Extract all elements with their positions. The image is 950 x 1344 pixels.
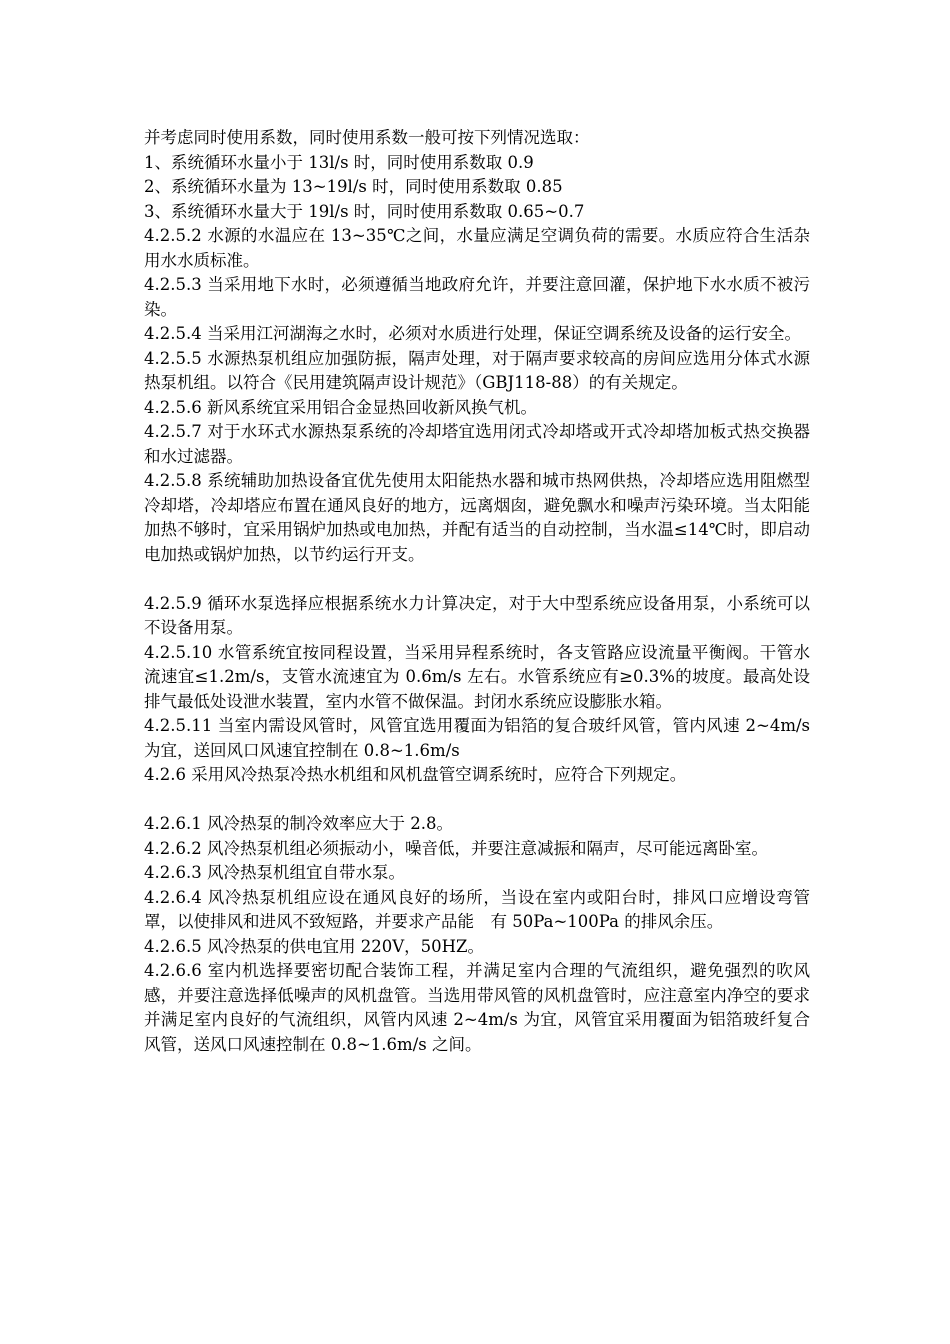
paragraph: 3、系统循环水量大于 19l/s 时，同时使用系数取 0.65~0.7 — [144, 201, 585, 221]
paragraph: 并考虑同时使用系数，同时使用系数一般可按下列情况选取： — [144, 128, 590, 147]
paragraph: 4.2.5.6 新风系统宜采用铝合金显热回收新风换气机。 — [144, 397, 537, 417]
paragraph: 4.2.6.2 风冷热泵机组必须振动小，噪音低，并要注意减振和隔声，尽可能远离卧室。 — [144, 838, 768, 858]
paragraph: 4.2.6.5 风冷热泵的供电宜用 220V，50HZ。 — [144, 936, 484, 956]
paragraph: 4.2.5.7 对于水环式水源热泵系统的冷却塔宜选用闭式冷却塔或开式冷却塔加板式热交换器和水过滤器。 — [144, 422, 810, 466]
paragraph: 2、系统循环水量为 13~19l/s 时，同时使用系数取 0.85 — [144, 177, 563, 196]
paragraph: 4.2.6.6 室内机选择要密切配合装饰工程，并满足室内合理的气流组织，避免强烈的吹风感，并要注意选择低噪声的风机盘管。当选用带风管的风机盘管时，应注意室内净空的要求并满足室内良好的气流组织，风管内风速 2~4m/s 为宜，风管宜采用覆面为铝箔玻纤复合风管，送风口风速控制在 0.8~1.6m/s 之间。 — [144, 961, 810, 1054]
paragraph: 4.2.5.2 水源的水温应在 13~35℃之间，水量应满足空调负荷的需要。水质应符合生活杂用水水质标准。 — [144, 226, 810, 270]
paragraph: 4.2.5.8 系统辅助加热设备宜优先使用太阳能热水器和城市热网供热，冷却塔应选用阻燃型冷却塔，冷却塔应布置在通风良好的地方，远离烟囱，避免飘水和噪声污染环境。当太阳能加热不够时，宜采用锅炉加热或电加热，并配有适当的自动控制，当水温≤14℃时，即启动电加热或锅炉加热，以节约运行开支。 — [144, 471, 810, 564]
document-body — [144, 126, 810, 1057]
paragraph: 4.2.5.3 当采用地下水时，必须遵循当地政府允许，并要注意回灌，保护地下水水质不被污染。 — [144, 275, 810, 319]
paragraph: 4.2.5.11 当室内需设风管时，风管宜选用覆面为铝箔的复合玻纤风管，管内风速 2~4m/s 为宜，送回风口风速宜控制在 0.8~1.6m/s — [144, 716, 810, 760]
paragraph: 4.2.6.3 风冷热泵机组宜自带水泵。 — [144, 863, 405, 882]
paragraph: 4.2.5.10 水管系统宜按同程设置，当采用异程系统时，各支管路应设流量平衡阀。干管水流速宜≤1.2m/s，支管水流速宜为 0.6m/s 左右。水管系统应有≥0.3%的坡度。最高处设排气最低处设泄水装置，室内水管不做保温。封闭水系统应设膨胀水箱。 — [144, 642, 810, 711]
blank-line — [144, 788, 810, 813]
paragraph: 4.2.5.9 循环水泵选择应根据系统水力计算决定，对于大中型系统应设备用泵，小系统可以不设备用泵。 — [144, 593, 810, 637]
paragraph: 1、系统循环水量小于 13l/s 时，同时使用系数取 0.9 — [144, 152, 534, 172]
paragraph: 4.2.6.1 风冷热泵的制冷效率应大于 2.8。 — [144, 814, 453, 833]
blank-line — [144, 567, 810, 592]
paragraph: 4.2.6.4 风冷热泵机组应设在通风良好的场所，当设在室内或阳台时，排风口应增设弯管罩，以使排风和进风不致短路，并要求产品能 有 50Pa~100Pa 的排风余压。 — [144, 887, 810, 931]
paragraph: 4.2.5.4 当采用江河湖海之水时，必须对水质进行处理，保证空调系统及设备的运行安全。 — [144, 324, 801, 343]
paragraph: 4.2.6 采用风冷热泵冷热水机组和风机盘管空调系统时，应符合下列规定。 — [144, 765, 687, 784]
paragraph: 4.2.5.5 水源热泵机组应加强防振，隔声处理，对于隔声要求较高的房间应选用分体式水源热泵机组。以符合《民用建筑隔声设计规范》（GBJ118-88）的有关规定。 — [144, 348, 810, 392]
